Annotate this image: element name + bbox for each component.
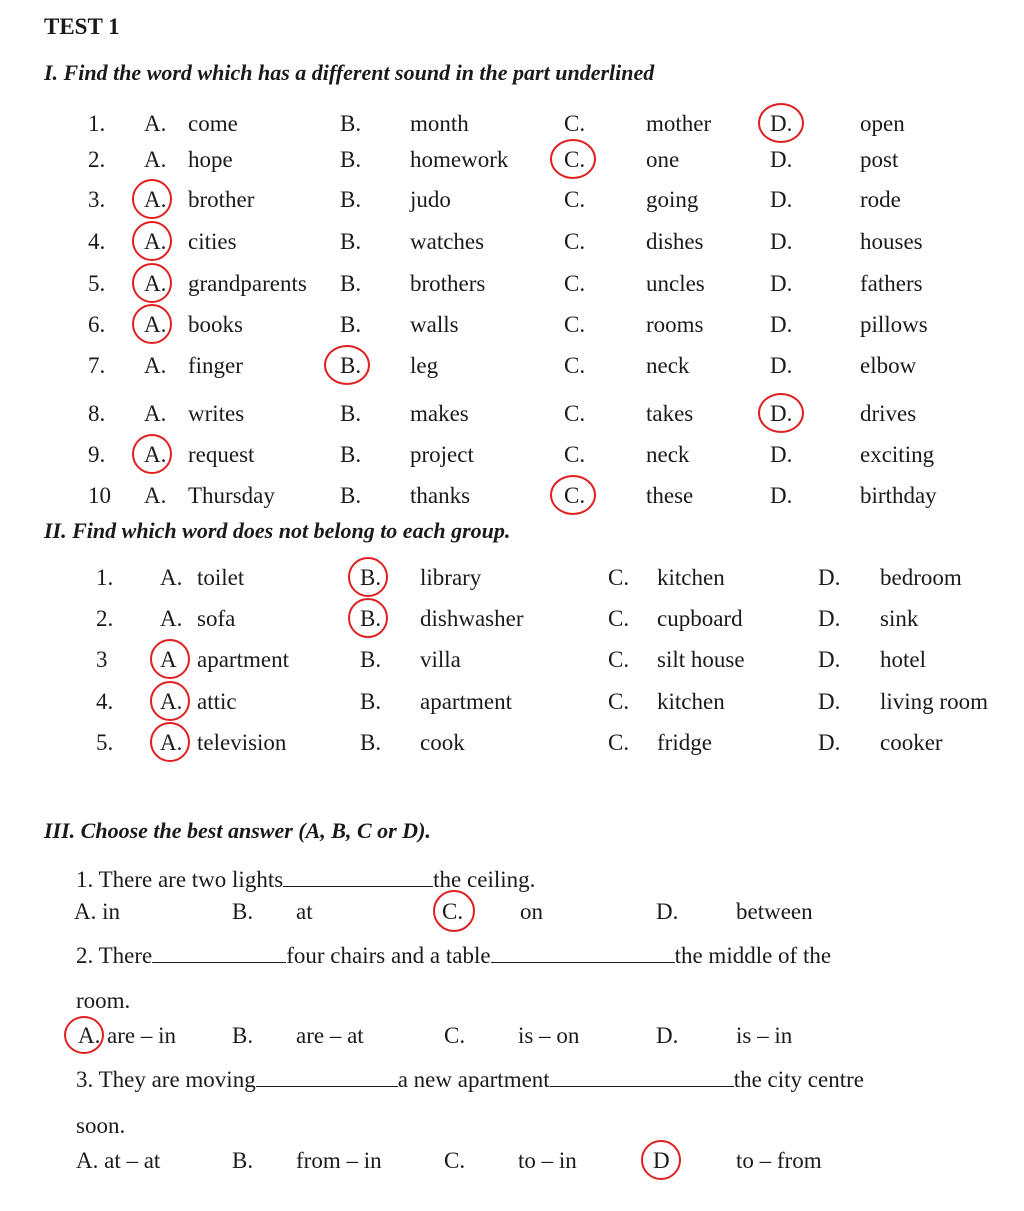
option-b-word: brothers bbox=[410, 271, 486, 296]
option-a-word: finger bbox=[188, 353, 243, 378]
q1-option-b-letter[interactable]: B. bbox=[232, 899, 254, 924]
option-d-word: living room bbox=[880, 689, 988, 714]
section-1-heading: I. Find the word which has a different sound in the part underlined bbox=[44, 60, 655, 85]
q1-option-d-text: between bbox=[736, 899, 813, 924]
option-c-letter[interactable]: C. bbox=[564, 312, 586, 337]
option-b-letter[interactable]: B. bbox=[360, 689, 382, 714]
option-b-letter[interactable]: B. bbox=[360, 606, 382, 631]
answer-blank[interactable] bbox=[550, 1064, 734, 1087]
option-b-word: watches bbox=[410, 229, 485, 254]
option-d-letter[interactable]: D. bbox=[770, 187, 793, 212]
option-c-word: rooms bbox=[646, 312, 704, 337]
option-d-word: bedroom bbox=[880, 565, 962, 590]
question-3-text-before: 3. They are moving bbox=[76, 1067, 256, 1092]
option-a-letter[interactable]: A. bbox=[144, 187, 167, 212]
option-d-word: rode bbox=[860, 187, 901, 212]
option-c-word: these bbox=[646, 483, 694, 508]
option-c-letter[interactable]: C. bbox=[608, 689, 630, 714]
question-number: 3 bbox=[96, 647, 108, 672]
question-2-continuation: room. bbox=[76, 988, 131, 1013]
question-2-text-after: the middle of the bbox=[674, 943, 832, 968]
option-d-letter[interactable]: D. bbox=[818, 565, 841, 590]
option-c-letter[interactable]: C. bbox=[564, 147, 586, 172]
question-number: 10 bbox=[88, 483, 111, 508]
q2-option-b-letter[interactable]: B. bbox=[232, 1023, 254, 1048]
question-3-text-after: the city centre bbox=[733, 1067, 864, 1092]
option-d-letter[interactable]: D. bbox=[770, 229, 793, 254]
option-a-word: hope bbox=[188, 147, 233, 172]
q1-option-a[interactable]: A. in bbox=[74, 899, 120, 924]
option-c-word: mother bbox=[646, 111, 712, 136]
option-a-word: grandparents bbox=[188, 271, 307, 296]
option-d-letter[interactable]: D. bbox=[818, 606, 841, 631]
option-a-word: toilet bbox=[197, 565, 245, 590]
option-d-word: exciting bbox=[860, 442, 935, 467]
option-b-letter[interactable]: B. bbox=[340, 442, 362, 467]
question-number: 7. bbox=[88, 353, 106, 378]
option-d-letter[interactable]: D. bbox=[818, 689, 841, 714]
option-b-word: thanks bbox=[410, 483, 471, 508]
question-number: 6. bbox=[88, 312, 106, 337]
question-2-text-mid: four chairs and a table bbox=[286, 943, 491, 968]
question-number: 2. bbox=[88, 147, 106, 172]
option-d-letter[interactable]: D. bbox=[770, 312, 793, 337]
option-a-word: sofa bbox=[197, 606, 236, 631]
q1-option-c-text: on bbox=[520, 899, 543, 924]
question-number: 4. bbox=[88, 229, 106, 254]
option-a-word: books bbox=[188, 312, 243, 337]
option-c-word: fridge bbox=[657, 730, 712, 755]
option-c-word: uncles bbox=[646, 271, 705, 296]
q3-option-c-text: to – in bbox=[518, 1148, 577, 1173]
question-3-continuation: soon. bbox=[76, 1113, 126, 1138]
option-d-word: pillows bbox=[860, 312, 928, 337]
option-a-letter[interactable]: A. bbox=[144, 271, 167, 296]
option-a-word: attic bbox=[197, 689, 237, 714]
option-d-word: sink bbox=[880, 606, 919, 631]
option-a-letter[interactable]: A. bbox=[160, 565, 183, 590]
option-c-letter[interactable]: C. bbox=[608, 606, 630, 631]
option-b-word: makes bbox=[410, 401, 469, 426]
q3-option-a[interactable]: A. at – at bbox=[76, 1148, 161, 1173]
question-number: 5. bbox=[88, 271, 106, 296]
question-2-text-before: 2. There bbox=[76, 943, 153, 968]
question-2 bbox=[76, 940, 831, 970]
option-d-word: houses bbox=[860, 229, 923, 254]
option-a-word: writes bbox=[188, 401, 245, 426]
question-number: 5. bbox=[96, 730, 114, 755]
q2-option-d-text: is – in bbox=[736, 1023, 793, 1048]
option-c-word: kitchen bbox=[657, 565, 725, 590]
option-d-letter[interactable]: D. bbox=[770, 147, 793, 172]
option-c-letter[interactable]: C. bbox=[608, 565, 630, 590]
q1-option-c-letter[interactable]: C. bbox=[442, 899, 464, 924]
q3-option-c-letter[interactable]: C. bbox=[444, 1148, 466, 1173]
q3-option-b-letter[interactable]: B. bbox=[232, 1148, 254, 1173]
option-c-word: takes bbox=[646, 401, 694, 426]
q2-option-c-letter[interactable]: C. bbox=[444, 1023, 466, 1048]
option-d-letter[interactable]: D. bbox=[770, 353, 793, 378]
option-b-word: library bbox=[420, 565, 482, 590]
option-a-letter[interactable]: A. bbox=[144, 401, 167, 426]
option-c-letter[interactable]: C. bbox=[608, 647, 630, 672]
option-c-word: neck bbox=[646, 442, 690, 467]
option-a-word: brother bbox=[188, 187, 255, 212]
option-a-letter[interactable]: A. bbox=[144, 312, 167, 337]
option-d-word: birthday bbox=[860, 483, 937, 508]
option-b-letter[interactable]: B. bbox=[340, 187, 362, 212]
option-b-word: walls bbox=[410, 312, 459, 337]
option-c-letter[interactable]: C. bbox=[564, 271, 586, 296]
option-a-letter[interactable]: A. bbox=[144, 442, 167, 467]
option-c-letter[interactable]: C. bbox=[564, 111, 586, 136]
option-a-letter[interactable]: A bbox=[160, 647, 177, 672]
option-b-letter[interactable]: B. bbox=[360, 565, 382, 590]
question-number: 2. bbox=[96, 606, 114, 631]
option-a-word: request bbox=[188, 442, 255, 467]
q1-option-d-letter[interactable]: D. bbox=[656, 899, 679, 924]
option-b-letter[interactable]: B. bbox=[360, 647, 382, 672]
option-b-letter[interactable]: B. bbox=[360, 730, 382, 755]
q2-option-c-text: is – on bbox=[518, 1023, 580, 1048]
option-d-letter[interactable]: D. bbox=[770, 442, 793, 467]
option-d-letter[interactable]: D. bbox=[770, 111, 793, 136]
section-2-heading: II. Find which word does not belong to each group. bbox=[44, 518, 511, 543]
option-c-letter[interactable]: C. bbox=[564, 353, 586, 378]
option-d-letter[interactable]: D. bbox=[770, 271, 793, 296]
page-title: TEST 1 bbox=[44, 14, 120, 39]
option-a-letter[interactable]: A. bbox=[144, 483, 167, 508]
option-d-word: cooker bbox=[880, 730, 943, 755]
option-d-word: post bbox=[860, 147, 899, 172]
option-a-word: television bbox=[197, 730, 287, 755]
option-c-letter[interactable]: C. bbox=[608, 730, 630, 755]
option-c-word: going bbox=[646, 187, 699, 212]
option-a-letter[interactable]: A. bbox=[144, 229, 167, 254]
option-c-letter[interactable]: C. bbox=[564, 483, 586, 508]
q2-option-a-letter[interactable]: A. bbox=[78, 1023, 101, 1048]
option-d-word: fathers bbox=[860, 271, 923, 296]
option-c-word: silt house bbox=[657, 647, 745, 672]
option-c-letter[interactable]: C. bbox=[564, 442, 586, 467]
option-b-word: judo bbox=[410, 187, 451, 212]
option-b-word: apartment bbox=[420, 689, 512, 714]
option-b-letter[interactable]: B. bbox=[340, 271, 362, 296]
option-c-word: cupboard bbox=[657, 606, 743, 631]
question-1 bbox=[76, 864, 535, 894]
option-c-word: kitchen bbox=[657, 689, 725, 714]
option-d-word: elbow bbox=[860, 353, 917, 378]
option-b-word: dishwasher bbox=[420, 606, 524, 631]
option-b-word: month bbox=[410, 111, 469, 136]
option-b-letter[interactable]: B. bbox=[340, 111, 362, 136]
option-c-letter[interactable]: C. bbox=[564, 229, 586, 254]
option-d-letter[interactable]: D. bbox=[818, 730, 841, 755]
option-c-letter[interactable]: C. bbox=[564, 401, 586, 426]
option-c-word: dishes bbox=[646, 229, 704, 254]
option-c-letter[interactable]: C. bbox=[564, 187, 586, 212]
question-number: 9. bbox=[88, 442, 106, 467]
option-b-letter[interactable]: B. bbox=[340, 229, 362, 254]
option-b-word: villa bbox=[420, 647, 461, 672]
option-a-letter[interactable]: A. bbox=[160, 606, 183, 631]
option-a-letter[interactable]: A. bbox=[144, 111, 167, 136]
option-a-word: apartment bbox=[197, 647, 289, 672]
option-b-letter[interactable]: B. bbox=[340, 483, 362, 508]
question-number: 1. bbox=[96, 565, 114, 590]
option-b-letter[interactable]: B. bbox=[340, 401, 362, 426]
answer-blank[interactable] bbox=[256, 1064, 398, 1087]
option-b-word: cook bbox=[420, 730, 465, 755]
q3-option-b-text: from – in bbox=[296, 1148, 382, 1173]
question-number: 3. bbox=[88, 187, 106, 212]
question-1-text-before: 1. There are two lights bbox=[76, 867, 284, 892]
option-a-word: cities bbox=[188, 229, 237, 254]
option-b-word: leg bbox=[410, 353, 439, 378]
option-a-word: Thursday bbox=[188, 483, 275, 508]
question-3-text-mid: a new apartment bbox=[397, 1067, 550, 1092]
option-d-word: open bbox=[860, 111, 905, 136]
q2-option-a-text: are – in bbox=[107, 1023, 176, 1048]
q2-option-b-text: are – at bbox=[296, 1023, 364, 1048]
q2-option-d-letter[interactable]: D. bbox=[656, 1023, 679, 1048]
answer-blank[interactable] bbox=[152, 940, 286, 963]
option-c-word: one bbox=[646, 147, 680, 172]
question-number: 8. bbox=[88, 401, 106, 426]
option-d-letter[interactable]: D. bbox=[770, 483, 793, 508]
option-b-letter[interactable]: B. bbox=[340, 312, 362, 337]
option-c-word: neck bbox=[646, 353, 690, 378]
option-d-letter[interactable]: D. bbox=[770, 401, 793, 426]
option-d-letter[interactable]: D. bbox=[818, 647, 841, 672]
q3-option-d-text: to – from bbox=[736, 1148, 822, 1173]
question-3 bbox=[76, 1064, 864, 1094]
question-number: 4. bbox=[96, 689, 114, 714]
option-a-letter[interactable]: A. bbox=[160, 730, 183, 755]
section-3-heading: III. Choose the best answer (A, B, C or D). bbox=[44, 818, 431, 843]
option-b-letter[interactable]: B. bbox=[340, 147, 362, 172]
option-a-letter[interactable]: A. bbox=[144, 147, 167, 172]
option-a-word: come bbox=[188, 111, 238, 136]
option-d-word: drives bbox=[860, 401, 917, 426]
q1-option-b-text: at bbox=[296, 899, 313, 924]
option-b-word: homework bbox=[410, 147, 509, 172]
answer-blank[interactable] bbox=[491, 940, 675, 963]
option-d-word: hotel bbox=[880, 647, 926, 672]
option-b-letter[interactable]: B. bbox=[340, 353, 362, 378]
option-a-letter[interactable]: A. bbox=[160, 689, 183, 714]
question-number: 1. bbox=[88, 111, 106, 136]
question-1-text-after: the ceiling. bbox=[433, 867, 536, 892]
option-b-word: project bbox=[410, 442, 474, 467]
answer-blank[interactable] bbox=[283, 864, 433, 887]
q3-option-d-letter[interactable]: D bbox=[653, 1148, 670, 1173]
option-a-letter[interactable]: A. bbox=[144, 353, 167, 378]
